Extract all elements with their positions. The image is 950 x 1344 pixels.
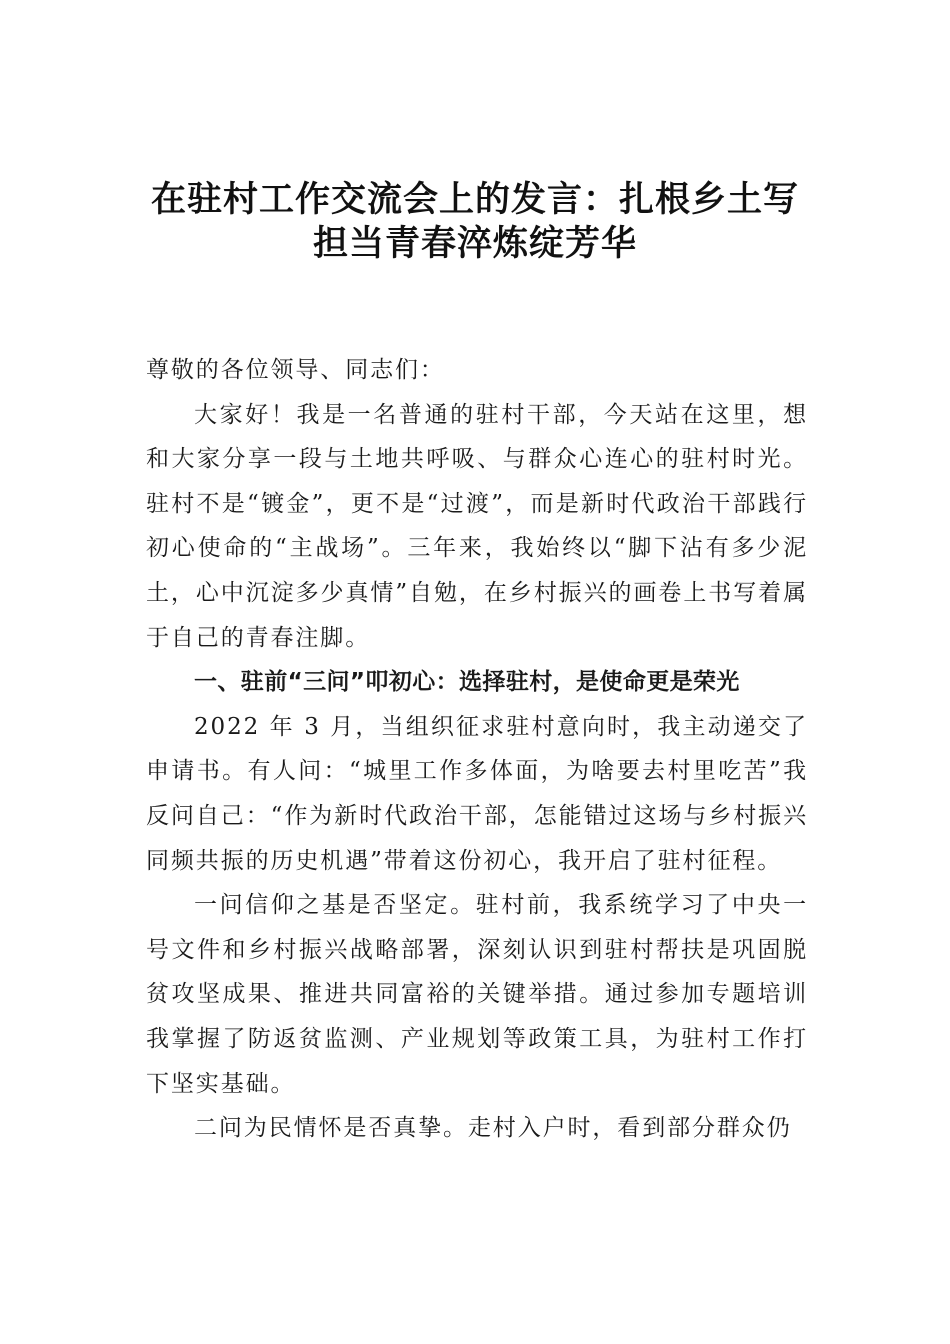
salutation: 尊敬的各位领导、同志们： [146,357,445,383]
document-body [146,348,808,1151]
paragraph-intro: 大家好！我是一名普通的驻村干部，今天站在这里，想和大家分享一段与土地共呼吸、与群众心连心的驻村时光。驻村不是“镀金”，更不是“过渡”，而是新时代政治干部践行初心使命的“主战场”。三年来，我始终以“脚下沾有多少泥土，心中沉淀多少真情”自勉，在乡村振兴的画卷上书写着属于自己的青春注脚。 [146,401,808,651]
paragraph-application: 2022 年 3 月，当组织征求驻村意向时，我主动递交了申请书。有人问：“城里工作多体面，为啥要去村里吃苦”我反问自己：“作为新时代政治干部，怎能错过这场与乡村振兴同频共振的历史机遇”带着这份初心，我开启了驻村征程。 [146,713,808,874]
document-title-line-1: 在驻村工作交流会上的发言：扎根乡土写 [150,179,799,220]
paragraph-question-2: 二问为民情怀是否真挚。走村入户时，看到部分群众仍 [194,1115,792,1142]
paragraph-question-1: 一问信仰之基是否坚定。驻村前，我系统学习了中央一号文件和乡村振兴战略部署，深刻认识到驻村帮扶是巩固脱贫攻坚成果、推进共同富裕的关键举措。通过参加专题培训我掌握了防返贫监测、产业规划等政策工具，为驻村工作打下坚实基础。 [146,892,808,1097]
section-heading-1: 一、驻前“三问”叩初心：选择驻村，是使命更是荣光 [194,669,740,696]
document-title-line-2: 担当青春淬炼绽芳华 [312,223,637,264]
